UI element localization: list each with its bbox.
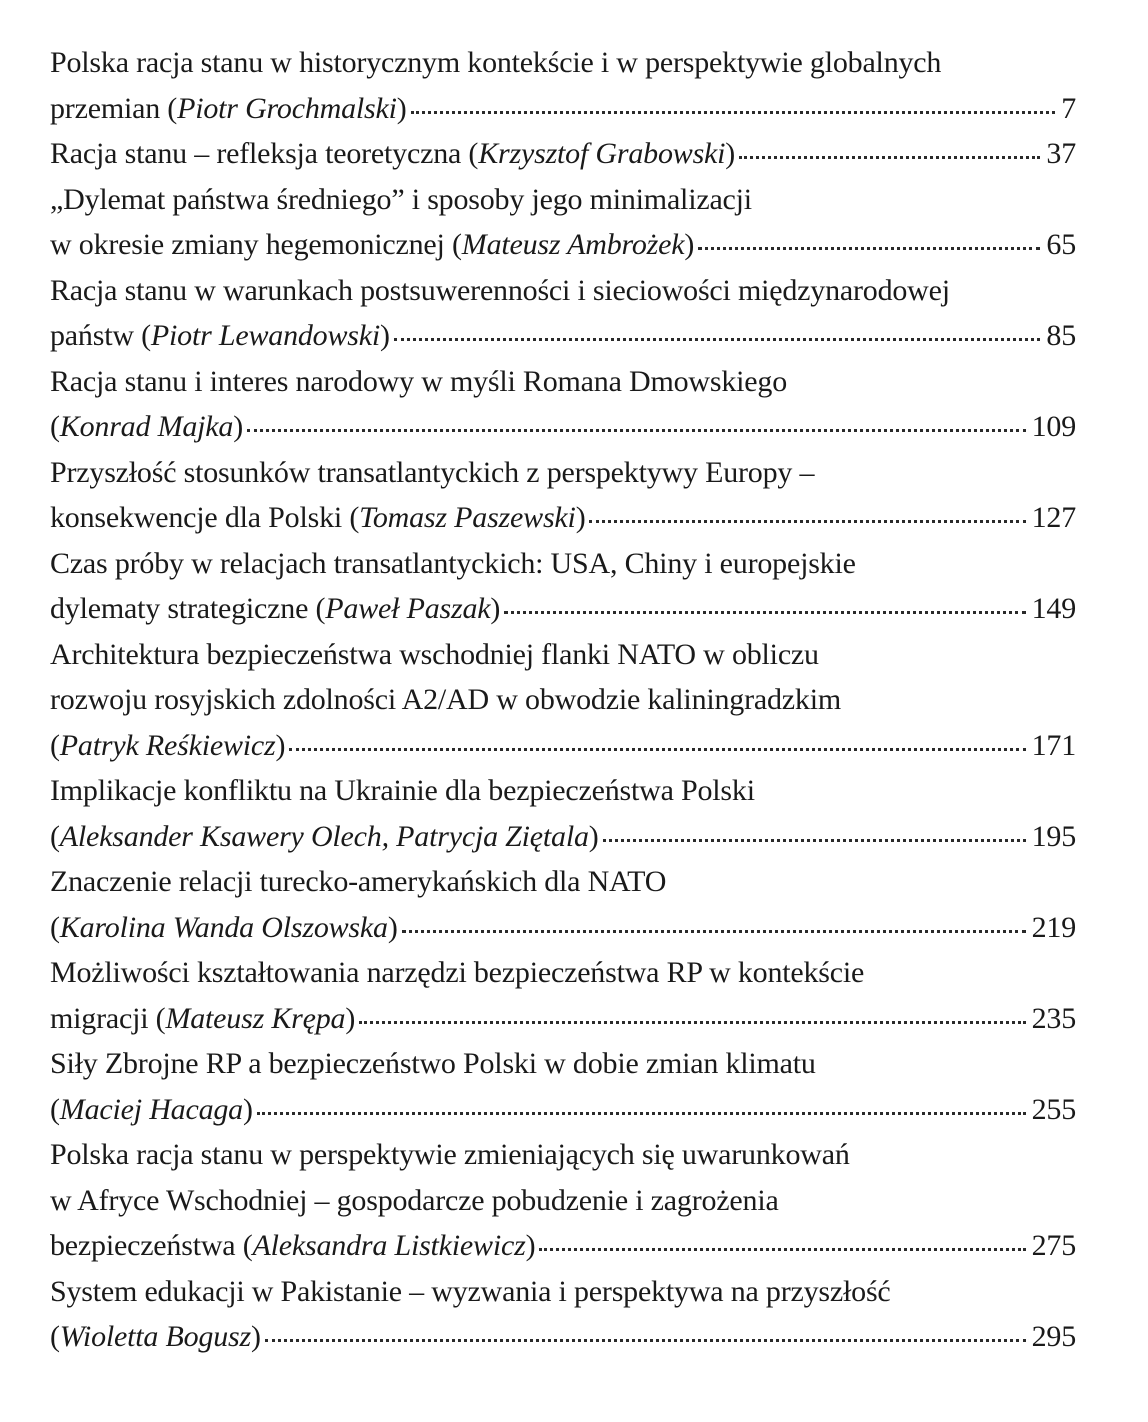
dot-leader	[504, 588, 1025, 618]
entry-author: Tomasz Paszewski	[359, 501, 576, 534]
toc-entry[interactable]	[50, 268, 1076, 359]
entry-title-line: Implikacje konfliktu na Ukrainie dla bezpieczeństwa Polski	[50, 774, 755, 807]
entry-author: Wioletta Bogusz	[59, 1320, 251, 1353]
entry-author: Maciej Hacaga	[59, 1092, 243, 1126]
entry-title-line: „Dylemat państwa średniego” i sposoby jego minimalizacji	[50, 182, 752, 216]
entry-last-line	[50, 404, 1076, 450]
entry-last-line	[50, 905, 1076, 951]
page-number: 295	[1031, 1320, 1076, 1353]
entry-title-line: System edukacji w Pakistanie – wyzwania i perspektywa na przyszłość	[50, 1274, 891, 1308]
entry-author: Aleksander Ksawery Olech, Patrycja Ziętala	[59, 819, 589, 853]
entry-title-end: (Konrad Majka)	[50, 410, 244, 443]
dot-leader	[359, 998, 1025, 1028]
toc-entry[interactable]	[50, 1041, 1076, 1132]
entry-author: Aleksandra Listkiewicz	[252, 1229, 526, 1262]
dot-leader	[394, 315, 1041, 345]
page-number: 127	[1031, 501, 1076, 534]
toc-entry[interactable]	[50, 359, 1076, 450]
dot-leader	[739, 133, 1040, 163]
entry-last-line	[50, 86, 1076, 132]
page-number: 219	[1031, 910, 1076, 944]
entry-title-line: Racja stanu i interes narodowy w myśli Romana Dmowskiego	[50, 364, 787, 398]
dot-leader	[289, 725, 1025, 755]
entry-title-end: w okresie zmiany hegemonicznej (Mateusz Ambrożek)	[50, 228, 695, 261]
page-number: 171	[1031, 728, 1076, 762]
entry-title-line: Czas próby w relacjach transatlantyckich: USA, Chiny i europejskie	[50, 546, 856, 580]
toc-entry[interactable]	[50, 1269, 1076, 1360]
entry-title-line: Racja stanu w warunkach postsuwerenności i sieciowości międzynarodowej	[50, 273, 950, 307]
entry-title-line: Siły Zbrojne RP a bezpieczeństwo Polski w dobie zmian klimatu	[50, 1047, 816, 1080]
toc-entry[interactable]	[50, 541, 1076, 632]
toc-entry[interactable]	[50, 632, 1076, 769]
entry-author: Piotr Grochmalski	[177, 91, 397, 125]
entry-author: Krzysztof Grabowski	[478, 137, 726, 170]
page-number: 275	[1031, 1229, 1076, 1262]
dot-leader	[698, 224, 1040, 254]
entry-last-line	[50, 723, 1076, 769]
entry-title-end: (Aleksander Ksawery Olech, Patrycja Ziętala)	[50, 819, 599, 853]
page-number: 7	[1061, 91, 1076, 125]
page-number: 65	[1046, 228, 1076, 261]
dot-leader	[411, 88, 1056, 118]
toc-entry[interactable]	[50, 1132, 1076, 1269]
toc-entry[interactable]	[50, 177, 1076, 268]
entry-last-line	[50, 814, 1076, 860]
entry-last-line	[50, 1223, 1076, 1269]
entry-author: Piotr Lewandowski	[150, 319, 381, 352]
entry-title-line: Architektura bezpieczeństwa wschodniej flanki NATO w obliczu	[50, 637, 819, 671]
entry-title-line: Przyszłość stosunków transatlantyckich z perspektywy Europy –	[50, 455, 815, 489]
entry-title-line: Znaczenie relacji turecko-amerykańskich dla NATO	[50, 865, 667, 898]
entry-title-end: Racja stanu – refleksja teoretyczna (Krzysztof Grabowski)	[50, 137, 736, 170]
entry-author: Konrad Majka	[59, 410, 234, 443]
table-of-contents	[50, 40, 1076, 1360]
dot-leader	[402, 907, 1026, 937]
toc-entry[interactable]	[50, 950, 1076, 1041]
page-number: 235	[1031, 1001, 1076, 1035]
entry-last-line	[50, 222, 1076, 268]
entry-author: Paweł Paszak	[325, 592, 491, 625]
entry-title-end: (Maciej Hacaga)	[50, 1092, 253, 1126]
entry-last-line	[50, 313, 1076, 359]
entry-last-line	[50, 495, 1076, 541]
entry-last-line	[50, 1087, 1076, 1133]
entry-title-end: (Patryk Reśkiewicz)	[50, 728, 286, 762]
toc-entry[interactable]	[50, 450, 1076, 541]
entry-last-line	[50, 586, 1076, 632]
entry-title-line: Polska racja stanu w perspektywie zmieniających się uwarunkowań	[50, 1138, 850, 1171]
entry-last-line	[50, 131, 1076, 177]
page-number: 255	[1031, 1092, 1076, 1126]
entry-title-end: bezpieczeństwa (Aleksandra Listkiewicz)	[50, 1229, 536, 1262]
entry-author: Mateusz Krępa	[165, 1001, 346, 1035]
entry-author: Karolina Wanda Olszowska	[59, 910, 388, 944]
toc-entry[interactable]	[50, 859, 1076, 950]
entry-title-end: przemian (Piotr Grochmalski)	[50, 91, 407, 125]
entry-title-end: dylematy strategiczne (Paweł Paszak)	[50, 592, 501, 625]
entry-title-line: w Afryce Wschodniej – gospodarcze pobudzenie i zagrożenia	[50, 1183, 779, 1217]
dot-leader	[589, 497, 1025, 527]
page-number: 85	[1046, 319, 1076, 352]
toc-entry[interactable]	[50, 131, 1076, 177]
entry-title-end: państw (Piotr Lewandowski)	[50, 319, 390, 352]
entry-author: Mateusz Ambrożek	[461, 228, 685, 261]
entry-title-line: Polska racja stanu w historycznym kontekście i w perspektywie globalnych	[50, 46, 942, 79]
entry-title-end: (Wioletta Bogusz)	[50, 1320, 261, 1353]
entry-last-line	[50, 996, 1076, 1042]
entry-author: Patryk Reśkiewicz	[59, 728, 276, 762]
entry-title-line: rozwoju rosyjskich zdolności A2/AD w obwodzie kaliningradzkim	[50, 683, 841, 716]
page-number: 149	[1031, 592, 1076, 625]
entry-title-line: Możliwości kształtowania narzędzi bezpieczeństwa RP w kontekście	[50, 956, 865, 989]
entry-title-end: migracji (Mateusz Krępa)	[50, 1001, 356, 1035]
page-number: 195	[1031, 819, 1076, 853]
page-number: 109	[1031, 410, 1076, 443]
dot-leader	[257, 1089, 1026, 1119]
entry-title-end: konsekwencje dla Polski (Tomasz Paszewski)	[50, 501, 586, 534]
dot-leader	[539, 1225, 1025, 1255]
toc-entry[interactable]	[50, 40, 1076, 131]
entry-title-end: (Karolina Wanda Olszowska)	[50, 910, 398, 944]
entry-last-line	[50, 1314, 1076, 1360]
dot-leader	[265, 1316, 1026, 1346]
toc-entry[interactable]	[50, 768, 1076, 859]
dot-leader	[247, 406, 1026, 436]
dot-leader	[603, 816, 1026, 846]
page-number: 37	[1046, 137, 1076, 170]
